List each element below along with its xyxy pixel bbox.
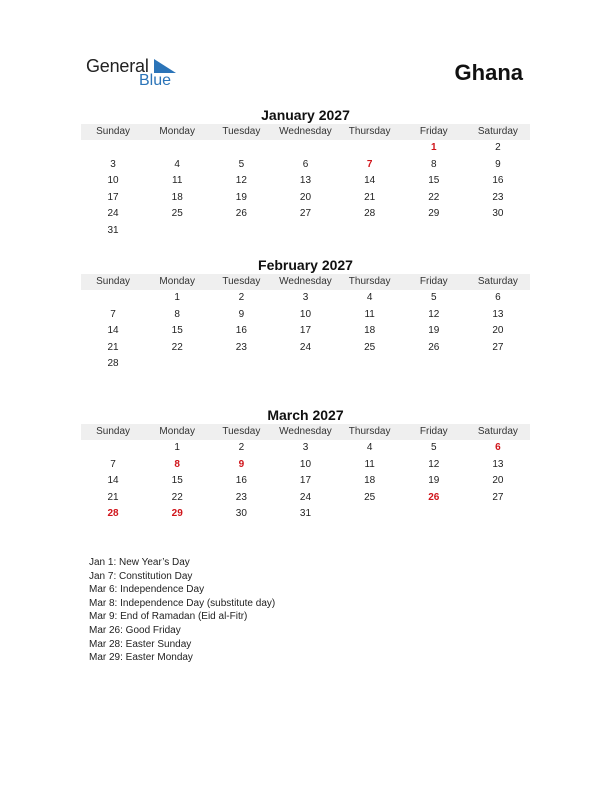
- empty-day-cell: [81, 440, 145, 457]
- day-cell: 25: [364, 341, 376, 353]
- day-cell: 13: [492, 458, 504, 470]
- day-cell: 18: [364, 325, 376, 337]
- holiday-notes: [89, 556, 275, 665]
- day-cell: 11: [172, 175, 183, 187]
- week-row: [81, 223, 530, 240]
- day-cell: 9: [495, 158, 501, 170]
- week-row: [81, 356, 530, 373]
- empty-day-cell: [273, 356, 337, 373]
- empty-day-cell: [145, 356, 209, 373]
- day-cell: 6: [302, 158, 309, 170]
- weekday-header: [81, 424, 530, 440]
- weekday-label: Thursday: [348, 276, 391, 287]
- day-cell: 30: [492, 208, 504, 220]
- holiday-note: Jan 1: New Year’s Day: [89, 557, 190, 568]
- day-cell: 10: [107, 175, 119, 187]
- generalblue-logo: [86, 56, 196, 92]
- weekday-label: Saturday: [477, 426, 518, 437]
- weekday-label: Tuesday: [222, 426, 261, 437]
- week-row: [81, 506, 530, 523]
- day-cell: 23: [235, 341, 247, 353]
- holiday-note: Mar 26: Good Friday: [89, 624, 181, 636]
- week-row: [81, 473, 530, 490]
- holiday-note: Mar 28: Easter Sunday: [89, 638, 192, 650]
- day-cell: 11: [364, 458, 375, 470]
- empty-day-cell: [273, 223, 337, 240]
- weekday-label: Sunday: [96, 126, 131, 137]
- weekday-label: Wednesday: [279, 126, 332, 137]
- holiday-note: Mar 8: Independence Day (substitute day): [89, 597, 276, 609]
- day-cell: 26: [428, 341, 440, 353]
- day-cell: 16: [235, 475, 247, 487]
- month-title: March 2027: [267, 407, 344, 423]
- day-cell: 18: [364, 475, 376, 487]
- week-row: [81, 323, 530, 340]
- empty-day-cell: [466, 506, 530, 523]
- day-cell: 12: [428, 458, 440, 470]
- day-cell: 6: [495, 292, 501, 303]
- day-cell: 20: [492, 475, 504, 487]
- day-cell: 10: [299, 458, 312, 470]
- weekday-label: Friday: [419, 426, 448, 437]
- weekday-label: Sunday: [96, 276, 131, 287]
- weekday-label: Thursday: [348, 126, 391, 137]
- month-title: February 2027: [258, 257, 353, 273]
- day-cell: 16: [492, 175, 504, 187]
- day-cell: 24: [299, 341, 312, 353]
- day-cell: 27: [492, 491, 504, 503]
- week-row: [81, 440, 530, 457]
- weekday-label: Monday: [159, 126, 195, 137]
- weekday-label: Friday: [419, 126, 448, 137]
- day-cell: 22: [428, 191, 440, 203]
- day-cell: 3: [110, 158, 116, 170]
- empty-day-cell: [466, 223, 530, 240]
- week-row: [81, 457, 530, 474]
- empty-day-cell: [466, 356, 530, 373]
- weekday-label: Wednesday: [279, 276, 332, 287]
- day-cell: 15: [171, 325, 183, 337]
- day-cell: 21: [364, 191, 376, 203]
- day-cell: 14: [107, 475, 119, 487]
- day-cell: 25: [171, 208, 183, 220]
- day-cell: 19: [235, 191, 247, 203]
- weekday-label: Sunday: [96, 426, 131, 437]
- holiday-note: Mar 6: Independence Day: [89, 584, 205, 596]
- week-row: [81, 490, 530, 507]
- empty-day-cell: [81, 290, 145, 307]
- day-cell: 14: [364, 175, 376, 187]
- week-row: [81, 307, 530, 324]
- weekday-label: Tuesday: [222, 126, 261, 137]
- day-cell: 8: [174, 308, 180, 320]
- day-cell: 13: [299, 175, 312, 187]
- day-cell: 17: [107, 191, 119, 203]
- day-cell: 5: [430, 292, 437, 303]
- week-row: [81, 290, 530, 307]
- day-cell: 6: [495, 442, 501, 453]
- weekday-label: Saturday: [477, 126, 518, 137]
- empty-day-cell: [145, 223, 209, 240]
- day-cell: 12: [235, 175, 247, 187]
- day-cell: 15: [171, 475, 183, 487]
- day-cell: 15: [428, 175, 440, 187]
- day-cell: 24: [107, 208, 119, 220]
- empty-day-cell: [145, 140, 209, 157]
- day-cell: 17: [299, 475, 312, 487]
- day-cell: 7: [110, 308, 116, 320]
- day-cell: 7: [366, 158, 373, 170]
- weekday-label: Friday: [419, 276, 448, 287]
- empty-day-cell: [209, 140, 273, 157]
- day-cell: 19: [428, 475, 440, 487]
- day-cell: 27: [492, 341, 504, 353]
- empty-day-cell: [402, 506, 466, 523]
- day-cell: 2: [238, 442, 245, 453]
- day-cell: 26: [235, 208, 247, 220]
- day-cell: 2: [495, 142, 501, 153]
- empty-day-cell: [273, 140, 337, 157]
- day-cell: 17: [299, 325, 312, 337]
- day-cell: 25: [364, 491, 376, 503]
- day-cell: 21: [107, 491, 119, 503]
- empty-day-cell: [338, 506, 402, 523]
- day-cell: 28: [364, 208, 376, 220]
- month-title: January 2027: [261, 107, 350, 123]
- weekday-label: Monday: [159, 426, 195, 437]
- country-title: Ghana: [454, 60, 523, 85]
- logo-text-blue: Blue: [139, 72, 172, 89]
- day-cell: 1: [430, 142, 437, 153]
- day-cell: 16: [235, 325, 247, 337]
- empty-day-cell: [81, 140, 145, 157]
- holiday-note: Mar 29: Easter Monday: [89, 652, 193, 664]
- weekday-label: Wednesday: [279, 426, 332, 437]
- day-cell: 12: [428, 308, 440, 320]
- day-cell: 5: [430, 442, 437, 453]
- empty-day-cell: [402, 356, 466, 373]
- weekday-header: [81, 124, 530, 140]
- day-cell: 8: [174, 458, 180, 470]
- week-row: [81, 190, 530, 207]
- empty-day-cell: [338, 356, 402, 373]
- day-cell: 8: [430, 158, 437, 170]
- day-cell: 31: [299, 508, 312, 520]
- week-row: [81, 206, 530, 223]
- day-cell: 23: [492, 191, 504, 203]
- day-cell: 4: [366, 442, 373, 453]
- day-cell: 14: [107, 325, 119, 337]
- day-cell: 29: [428, 208, 440, 220]
- weekday-label: Monday: [159, 276, 195, 287]
- day-cell: 29: [171, 508, 183, 520]
- day-cell: 4: [366, 292, 373, 303]
- day-cell: 18: [171, 191, 183, 203]
- holiday-note: Mar 9: End of Ramadan (Eid al-Fitr): [89, 611, 248, 623]
- logo-text-general: General: [86, 56, 149, 76]
- weekday-header: [81, 274, 530, 290]
- day-cell: 3: [302, 292, 309, 303]
- month-february: [81, 256, 530, 373]
- day-cell: 31: [107, 224, 119, 236]
- weekday-label: Saturday: [477, 276, 518, 287]
- day-cell: 21: [107, 341, 119, 353]
- day-cell: 11: [364, 308, 375, 320]
- day-cell: 2: [238, 292, 245, 303]
- holiday-note: Jan 7: Constitution Day: [89, 570, 193, 582]
- weekday-label: Thursday: [348, 426, 391, 437]
- day-cell: 22: [171, 491, 183, 503]
- day-cell: 1: [174, 292, 180, 303]
- week-row: [81, 157, 530, 174]
- empty-day-cell: [209, 356, 273, 373]
- week-row: [81, 340, 530, 357]
- month-march: [81, 406, 530, 523]
- empty-day-cell: [402, 223, 466, 240]
- day-cell: 23: [235, 491, 247, 503]
- day-cell: 22: [171, 341, 183, 353]
- day-cell: 30: [235, 508, 247, 520]
- day-cell: 20: [299, 191, 312, 203]
- month-january: [81, 106, 530, 240]
- day-cell: 27: [299, 208, 312, 220]
- day-cell: 13: [492, 308, 504, 320]
- day-cell: 5: [238, 158, 245, 170]
- day-cell: 26: [428, 491, 440, 503]
- day-cell: 20: [492, 325, 504, 337]
- day-cell: 3: [302, 442, 309, 453]
- empty-day-cell: [338, 223, 402, 240]
- day-cell: 1: [174, 442, 180, 453]
- empty-day-cell: [209, 223, 273, 240]
- day-cell: 19: [428, 325, 440, 337]
- weekday-label: Tuesday: [222, 276, 261, 287]
- week-row: [81, 173, 530, 190]
- empty-day-cell: [338, 140, 402, 157]
- week-row: [81, 140, 530, 157]
- day-cell: 4: [174, 158, 180, 170]
- day-cell: 24: [299, 491, 312, 503]
- logo-flag-icon: [152, 59, 176, 73]
- day-cell: 9: [238, 458, 245, 470]
- day-cell: 28: [107, 508, 119, 520]
- day-cell: 9: [238, 308, 245, 320]
- day-cell: 28: [107, 358, 119, 370]
- day-cell: 10: [299, 308, 312, 320]
- day-cell: 7: [110, 458, 116, 470]
